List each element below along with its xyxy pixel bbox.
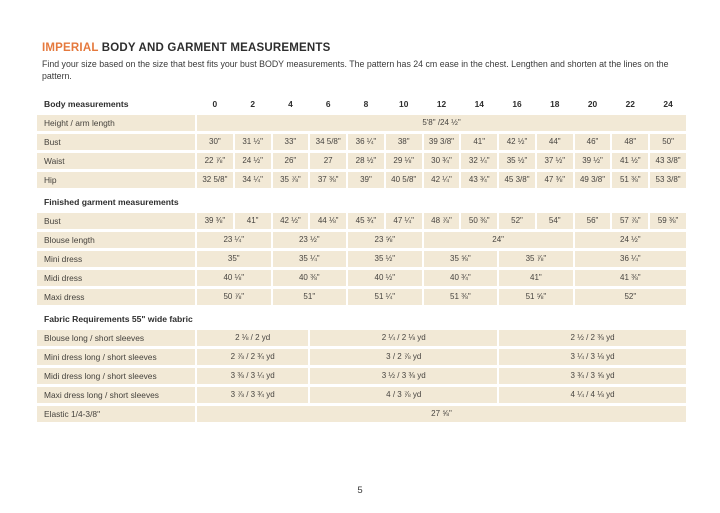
table-cell: 56": [575, 213, 611, 229]
row-label: Bust: [37, 213, 195, 229]
table-cell: 40 ¾": [424, 270, 498, 286]
table-cell: 41": [499, 270, 573, 286]
size-header: 0: [197, 96, 233, 112]
table-cell: 3 ¾ / 3 ⅝ yd: [499, 368, 686, 384]
section-title-row: [37, 308, 686, 327]
table-cell: 35 ½": [348, 251, 422, 267]
table-cell: 35 ⅞": [499, 251, 573, 267]
table-cell: 40 ½": [348, 270, 422, 286]
table-cell: 52": [499, 213, 535, 229]
table-cell: 44 ⅛": [310, 213, 346, 229]
size-header: 4: [273, 96, 309, 112]
row-label: Mini dress: [37, 251, 195, 267]
table-cell: 23 ⅝": [348, 232, 422, 248]
row-label: Mini dress long / short sleeves: [37, 349, 195, 365]
table-cell: 28 ½": [348, 153, 384, 169]
table-cell: 47 ⅜": [537, 172, 573, 188]
table-cell: 34 ¼": [235, 172, 271, 188]
size-header: 8: [348, 96, 384, 112]
table-cell: 41 ½": [612, 153, 648, 169]
table-cell: 35 ⅝": [424, 251, 498, 267]
table-cell: 30 ¾": [424, 153, 460, 169]
table-cell: 49 3/8": [575, 172, 611, 188]
section-title: Fabric Requirements 55" wide fabric: [37, 308, 686, 327]
table-cell: 30": [197, 134, 233, 150]
table-cell: 51 ⅝": [499, 289, 573, 305]
table-cell: 54": [537, 213, 573, 229]
row-label: Bust: [37, 134, 195, 150]
table-cell: 35 ½": [499, 153, 535, 169]
table-cell: 24 ½": [575, 232, 686, 248]
size-header: 22: [612, 96, 648, 112]
size-header: 24: [650, 96, 686, 112]
table-cell: 27: [310, 153, 346, 169]
table-cell: 40 ⅜": [273, 270, 347, 286]
description-text: Find your size based on the size that best fits your bust BODY measurements. The pattern has 24 cm ease in the chest. Lengthen and shorten at the lines on the pattern.: [42, 59, 669, 82]
table-cell: 2 ½ / 2 ⅜ yd: [499, 330, 686, 346]
table-cell: 44": [537, 134, 573, 150]
row-label: Blouse long / short sleeves: [37, 330, 195, 346]
table-cell: 36 ¼": [575, 251, 686, 267]
table-cell: 51": [273, 289, 347, 305]
row-label: Blouse length: [37, 232, 195, 248]
table-cell: 48": [612, 134, 648, 150]
size-header: 20: [575, 96, 611, 112]
table-cell: 41": [461, 134, 497, 150]
table-cell: 3 ¼ / 3 ⅛ yd: [499, 349, 686, 365]
size-header: 16: [499, 96, 535, 112]
table-cell: 22 ⅞": [197, 153, 233, 169]
table-cell: 2 ¼ / 2 ⅛ yd: [310, 330, 497, 346]
size-header: 6: [310, 96, 346, 112]
page-title: [42, 42, 690, 54]
row-label: Waist: [37, 153, 195, 169]
table-cell: 48 ⅞": [424, 213, 460, 229]
table-row: [37, 330, 686, 346]
table-cell: 33": [273, 134, 309, 150]
size-header: 2: [235, 96, 271, 112]
table-row: [37, 232, 686, 248]
table-cell: 5'8" /24 ½": [197, 115, 686, 131]
table-row: [37, 213, 686, 229]
table-cell: 42 ½": [499, 134, 535, 150]
table-cell: 35 ¼": [273, 251, 347, 267]
table-cell: 42 ½": [273, 213, 309, 229]
table-cell: 37 ⅜": [310, 172, 346, 188]
size-header: 10: [386, 96, 422, 112]
table-cell: 31 ½": [235, 134, 271, 150]
table-cell: 26": [273, 153, 309, 169]
table-cell: 39 3/8": [424, 134, 460, 150]
table-cell: 46": [575, 134, 611, 150]
table-cell: 32 ¼": [461, 153, 497, 169]
title-imperial: IMPERIAL: [42, 42, 99, 54]
table-cell: 47 ¼": [386, 213, 422, 229]
table-row: [37, 349, 686, 365]
row-label: Maxi dress: [37, 289, 195, 305]
table-cell: 38": [386, 134, 422, 150]
table-cell: 42 ¼": [424, 172, 460, 188]
table-cell: 51 ⅜": [612, 172, 648, 188]
table-header-row: [37, 96, 686, 112]
table-cell: 2 ⅞ / 2 ¾ yd: [197, 349, 308, 365]
table-cell: 45 ¾": [348, 213, 384, 229]
row-label: Hip: [37, 172, 195, 188]
table-row: [37, 172, 686, 188]
table-cell: 45 3/8": [499, 172, 535, 188]
table-row: [37, 270, 686, 286]
table-cell: 52": [575, 289, 686, 305]
table-row: [37, 153, 686, 169]
title-rest: BODY AND GARMENT MEASUREMENTS: [98, 42, 331, 54]
section-title-row: [37, 191, 686, 210]
table-cell: 41 ⅜": [575, 270, 686, 286]
table-cell: 23 ¼": [197, 232, 271, 248]
table-cell: 24": [424, 232, 573, 248]
table-cell: 23 ½": [273, 232, 347, 248]
row-label: Maxi dress long / short sleeves: [37, 387, 195, 403]
table-cell: 50 ⅞": [197, 289, 271, 305]
table-row: [37, 115, 686, 131]
size-header: 18: [537, 96, 573, 112]
table-cell: 39 ½": [575, 153, 611, 169]
header-label: Body measurements: [37, 96, 195, 112]
table-cell: 51 ¼": [348, 289, 422, 305]
table-row: [37, 134, 686, 150]
table-cell: 43 3/8": [650, 153, 686, 169]
table-cell: 29 ⅛": [386, 153, 422, 169]
table-row: [37, 387, 686, 403]
section-title: Finished garment measurements: [37, 191, 686, 210]
table-cell: 3 ⅞ / 3 ¾ yd: [197, 387, 308, 403]
table-cell: 40 5/8": [386, 172, 422, 188]
table-cell: 34 5/8": [310, 134, 346, 150]
size-header: 12: [424, 96, 460, 112]
table-cell: 3 ½ / 3 ⅜ yd: [310, 368, 497, 384]
table-row: [37, 406, 686, 422]
table-cell: 3 / 2 ⅞ yd: [310, 349, 497, 365]
row-label: Midi dress long / short sleeves: [37, 368, 195, 384]
table-row: [37, 368, 686, 384]
table-row: [37, 251, 686, 267]
row-label: Elastic 1/4-3/8": [37, 406, 195, 422]
table-cell: 2 ⅛ / 2 yd: [197, 330, 308, 346]
table-row: [37, 289, 686, 305]
table-cell: 50": [650, 134, 686, 150]
table-cell: 40 ⅛": [197, 270, 271, 286]
table-cell: 39 ⅜": [197, 213, 233, 229]
table-cell: 35": [197, 251, 271, 267]
table-cell: 4 ¼ / 4 ⅛ yd: [499, 387, 686, 403]
table-cell: 35 ⅞": [273, 172, 309, 188]
table-cell: 32 5/8": [197, 172, 233, 188]
table-cell: 37 ½": [537, 153, 573, 169]
table-body: [37, 96, 686, 422]
table-cell: 4 / 3 ⅞ yd: [310, 387, 497, 403]
table-cell: 50 ⅜": [461, 213, 497, 229]
measurement-table: [35, 93, 688, 425]
table-cell: 27 ⅝": [197, 406, 686, 422]
table-cell: 39": [348, 172, 384, 188]
row-label: Height / arm length: [37, 115, 195, 131]
table-cell: 53 3/8": [650, 172, 686, 188]
row-label: Midi dress: [37, 270, 195, 286]
table-cell: 57 ⅞": [612, 213, 648, 229]
table-cell: 59 ⅜": [650, 213, 686, 229]
table-cell: 36 ¼": [348, 134, 384, 150]
table-cell: 51 ⅜": [424, 289, 498, 305]
table-cell: 43 ¾": [461, 172, 497, 188]
table-cell: 3 ⅜ / 3 ¼ yd: [197, 368, 308, 384]
table-cell: 41": [235, 213, 271, 229]
size-header: 14: [461, 96, 497, 112]
table-cell: 24 ½": [235, 153, 271, 169]
page-number: 5: [357, 485, 363, 496]
